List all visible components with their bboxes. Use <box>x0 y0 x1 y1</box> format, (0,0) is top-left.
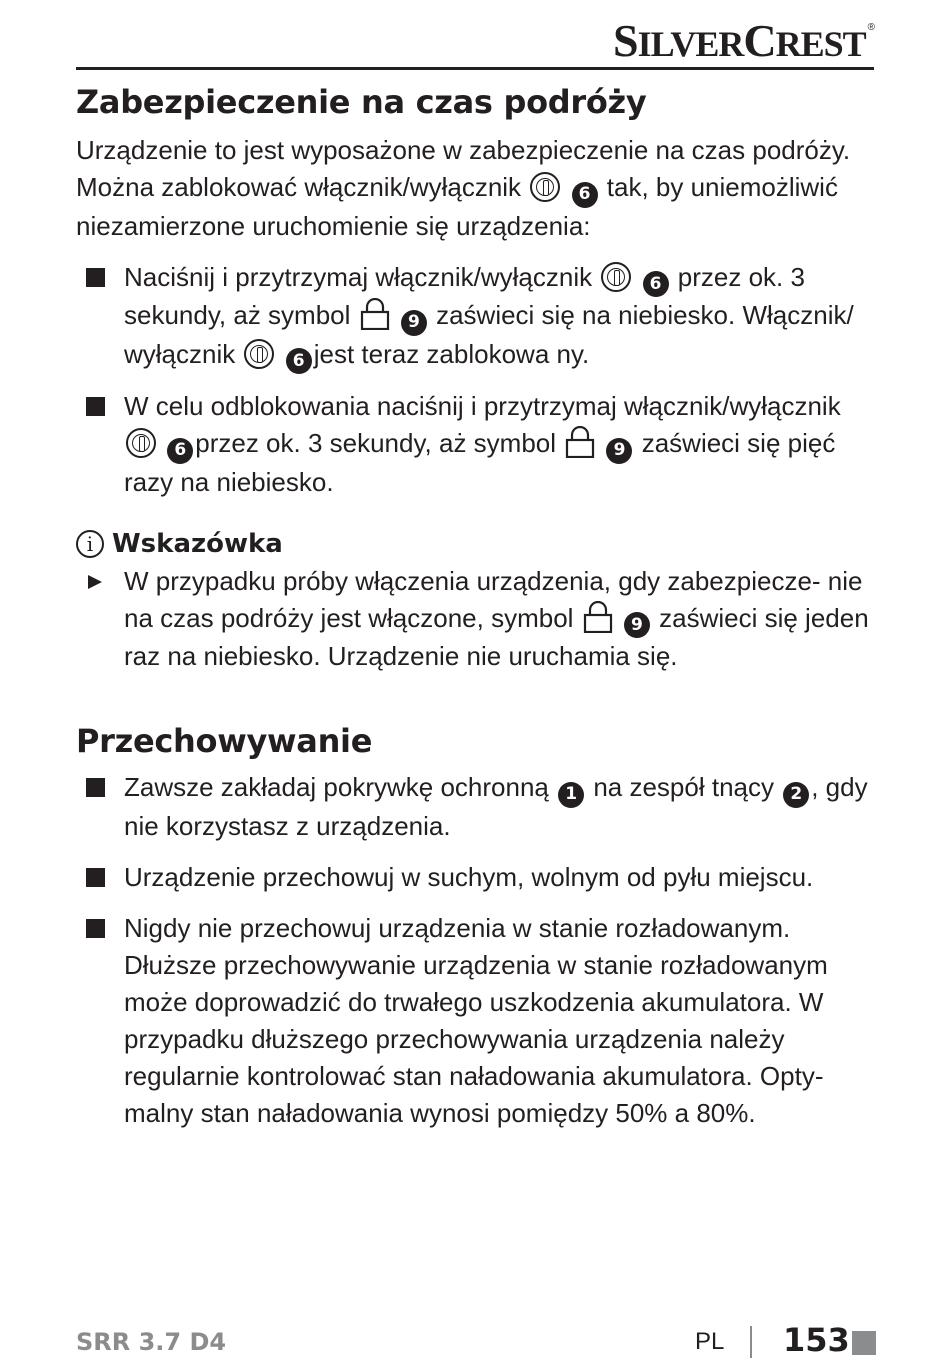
info-icon: i <box>76 530 104 558</box>
ref-number: 2 <box>783 782 809 808</box>
page-content <box>76 80 874 1132</box>
square-bullet-icon <box>86 778 105 797</box>
note-item <box>76 563 874 676</box>
list-item <box>76 388 874 501</box>
triangle-arrow-icon <box>88 575 102 589</box>
ref-number: 6 <box>167 438 193 464</box>
text: W przypadku próby włączenia urządzenia, gdy zabezpiecze- nie na czas podróży jest włączone, symbol <box>124 565 863 633</box>
text: zaświeci się jeden raz na niebiesko. Urządzenie nie uruchamia się. <box>124 602 869 671</box>
text: W celu odblokowania naciśnij i przytrzymaj włącznik/wyłącznik <box>124 391 841 421</box>
padlock-icon <box>565 426 595 458</box>
page-number: 153 <box>783 1321 850 1359</box>
intro-paragraph <box>76 132 874 245</box>
brand-logo <box>613 14 874 67</box>
logo-text-2: REST <box>775 24 866 64</box>
ref-number: 6 <box>286 348 312 374</box>
square-bullet-icon <box>86 919 105 938</box>
note-title: Wskazówka <box>112 528 283 559</box>
padlock-icon <box>360 298 390 330</box>
header-rule <box>76 67 874 70</box>
text: zaświeci się na niebiesko. Włącznik/ wyłącznik <box>124 300 854 369</box>
logo-text: ILVER <box>637 24 744 64</box>
text: przez ok. 3 sekundy, aż symbol <box>124 261 805 330</box>
footer-square-icon <box>852 1331 876 1355</box>
ref-number: 9 <box>606 438 632 464</box>
footer-model: SRR 3.7 D4 <box>76 1328 227 1356</box>
list-item <box>76 859 874 896</box>
logo-letter-2: C <box>743 15 776 66</box>
list-item <box>76 259 874 375</box>
text: Urządzenie przechowuj w suchym, wolnym od pyłu miejscu. <box>124 861 814 892</box>
section-title-travel-lock: Zabezpieczenie na czas podróży <box>76 83 647 121</box>
note-heading <box>76 525 874 563</box>
text: jest teraz zablokowa ny. <box>313 338 590 369</box>
text: przez ok. 3 sekundy, aż symbol <box>195 428 564 458</box>
ref-number: 9 <box>624 612 650 638</box>
power-button-icon <box>244 339 274 369</box>
ref-number: 6 <box>572 182 598 208</box>
power-button-icon <box>601 262 631 292</box>
power-button-icon <box>530 172 560 202</box>
text: Urządzenie to jest wyposażone w zabezpieczenie na czas podróży. Można zablokować włącznik/wyłącznik <box>76 135 851 202</box>
text: Nigdy nie przechowuj urządzenia w stanie rozładowanym. Dłuższe przechowywanie urządzenia w stanie rozładowanym może doprowadzić do trwałego uszkodzenia akumulatora. W przypadku dłuższego przechowywania urządzenia należy regularnie kontrolować stan naładowania akumulatora. Opty- malny stan naładowania wynosi pomiędzy 50% a 80%. <box>124 912 828 1128</box>
footer-divider <box>750 1326 752 1358</box>
footer-language: PL <box>695 1328 725 1355</box>
registered-mark: ® <box>867 22 874 33</box>
logo-letter: S <box>613 15 638 66</box>
list-item <box>76 910 874 1132</box>
text: zaświeci się pięć razy na niebiesko. <box>124 428 836 497</box>
text: Zawsze zakładaj pokrywkę ochronną <box>124 772 557 802</box>
list-item <box>76 769 874 845</box>
text: na zespół tnący <box>586 772 782 802</box>
padlock-icon <box>583 601 613 633</box>
square-bullet-icon <box>86 268 105 287</box>
square-bullet-icon <box>86 397 105 416</box>
text: , gdy nie korzystasz z urządzenia. <box>124 772 868 841</box>
ref-number: 1 <box>558 782 584 808</box>
ref-number: 6 <box>643 271 669 297</box>
text: tak, by uniemożliwić niezamierzone uruchomienie się urządzenia: <box>76 172 838 241</box>
section-title-storage: Przechowywanie <box>76 722 373 760</box>
power-button-icon <box>126 428 156 458</box>
ref-number: 9 <box>401 310 427 336</box>
text: Naciśnij i przytrzymaj włącznik/wyłącznik <box>124 261 600 292</box>
square-bullet-icon <box>86 868 105 887</box>
